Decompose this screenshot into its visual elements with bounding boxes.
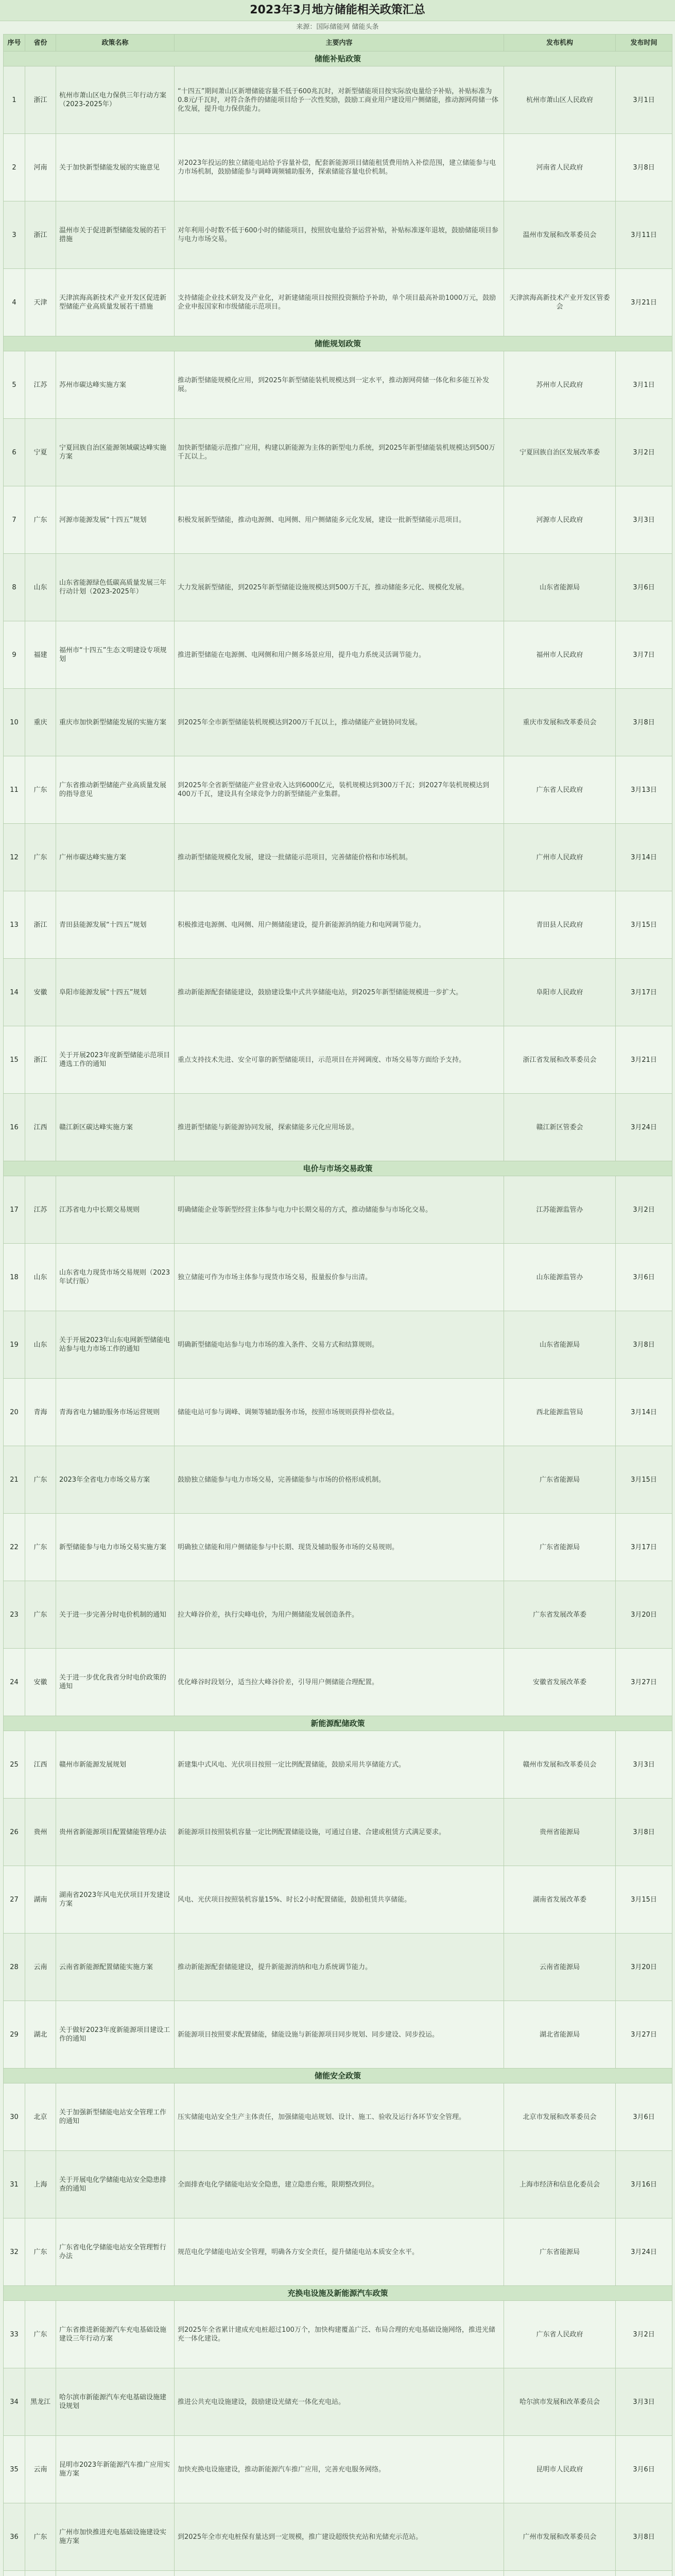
table-row (4, 959, 672, 1026)
cell-number: 3 (4, 201, 25, 269)
cell-policy-name: 关于开展2023年度新型储能示范项目遴选工作的通知 (56, 1026, 175, 1094)
table-row (4, 1176, 672, 1244)
cell-province: 重庆 (25, 689, 56, 756)
cell-date: 3月20日 (616, 1934, 672, 2001)
cell-policy-name: 关于做好2023年度新能源项目建设工作的通知 (56, 2001, 175, 2069)
cell-policy-name: 新型储能参与电力市场交易实施方案 (56, 1514, 175, 1581)
table-row (4, 756, 672, 824)
cell-date: 3月11日 (616, 201, 672, 269)
cell-issuer: 西北能源监管局 (504, 1379, 616, 1446)
table-row (4, 351, 672, 419)
cell-content: 明确独立储能和用户侧储能参与中长期、现货及辅助服务市场的交易规则。 (175, 1514, 504, 1581)
cell-province: 浙江 (25, 201, 56, 269)
cell-province: 广东 (25, 1446, 56, 1514)
cell-content: 对2023年投运的独立储能电站给予容量补偿，配套新能源项目储能租赁费用纳入补偿范围，建立储能参与电力市场机制，鼓励储能参与调峰调频辅助服务，探索储能容量电价机制。 (175, 134, 504, 201)
cell-date: 3月6日 (616, 2083, 672, 2151)
cell-policy-name: 广州市碳达峰实施方案 (56, 824, 175, 891)
cell-policy-name: 赣州市新能源发展规划 (56, 1731, 175, 1799)
cell-issuer: 广东省发展改革委 (504, 1581, 616, 1649)
cell-number: 2 (4, 134, 25, 201)
cell-issuer: 北京市发展和改革委员会 (504, 2083, 616, 2151)
cell-issuer: 赣江新区管委会 (504, 1094, 616, 1161)
cell-number: 26 (4, 1799, 25, 1866)
table-row (4, 1514, 672, 1581)
cell-issuer: 温州市发展和改革委员会 (504, 201, 616, 269)
cell-issuer: 安徽省发展改革委 (504, 1649, 616, 1716)
cell-content: 鼓励独立储能参与电力市场交易，完善储能参与市场的价格形成机制。 (175, 1446, 504, 1514)
cell-number: 12 (4, 824, 25, 891)
cell-number: 1 (4, 66, 25, 134)
cell-content: 到2025年全省新型储能产业营业收入达到6000亿元，装机规模达到300万千瓦；到2027年装机规模达到400万千瓦，建设具有全球竞争力的新型储能产业集群。 (175, 756, 504, 824)
cell-content: 加快新型储能示范推广应用，构建以新能源为主体的新型电力系统，到2025年新型储能装机规模达到500万千瓦以上。 (175, 419, 504, 486)
cell-date: 3月13日 (616, 756, 672, 824)
cell-issuer: 苏州市人民政府 (504, 351, 616, 419)
cell-content: 积极发展新型储能，推动电源侧、电网侧、用户侧储能多元化发展，建设一批新型储能示范项目。 (175, 486, 504, 554)
cell-content: 风电、光伏项目按照装机容量15%、时长2小时配置储能，鼓励租赁共享储能。 (175, 1866, 504, 1934)
cell-policy-name: 昆明市2023年新能源汽车推广应用实施方案 (56, 2436, 175, 2503)
section-title: 电价与市场交易政策 (4, 1161, 672, 1176)
cell-policy-name: 关于开展2023年山东电网新型储能电站参与电力市场工作的通知 (56, 1311, 175, 1379)
cell-content: 独立储能可作为市场主体参与现货市场交易，报量报价参与出清。 (175, 1244, 504, 1311)
cell-policy-name: 广东省电化学储能电站安全管理暂行办法 (56, 2218, 175, 2286)
table-row (4, 419, 672, 486)
cell-content: 储能电站可参与调峰、调频等辅助服务市场，按照市场规则获得补偿收益。 (175, 1379, 504, 1446)
cell-policy-name: 山东省电力现货市场交易规则（2023年试行版） (56, 1244, 175, 1311)
cell-content: 支持储能企业技术研发及产业化，对新建储能项目按照投资额给予补助，单个项目最高补助1000万元，鼓励企业申报国家和市级储能示范项目。 (175, 269, 504, 336)
cell-number: 22 (4, 1514, 25, 1581)
cell-policy-name: 广州市加快推进充电基础设施建设实施方案 (56, 2503, 175, 2571)
cell-province: 山东 (25, 1244, 56, 1311)
cell-number: 31 (4, 2151, 25, 2218)
cell-policy-name: 江苏省电力中长期交易规则 (56, 1176, 175, 1244)
cell-date: 3月17日 (616, 959, 672, 1026)
cell-date: 3月3日 (616, 486, 672, 554)
table-row (4, 1379, 672, 1446)
cell-policy-name: 关于进一步完善分时电价机制的通知 (56, 1581, 175, 1649)
cell-content: 积极推进电源侧、电网侧、用户侧储能建设，提升新能源消纳能力和电网调节能力。 (175, 891, 504, 959)
cell-content: 推进新型储能与新能源协同发展，探索储能多元化应用场景。 (175, 1094, 504, 1161)
cell-issuer: 浙江省发展和改革委员会 (504, 1026, 616, 1094)
cell-date: 3月8日 (616, 1311, 672, 1379)
cell-policy-name: 哈尔滨市新能源汽车充电基础设施建设规划 (56, 2368, 175, 2436)
section-header-row (4, 336, 672, 351)
cell-date: 3月24日 (616, 1094, 672, 1161)
cell-date: 3月8日 (616, 1799, 672, 1866)
cell-date: 3月2日 (616, 419, 672, 486)
cell-issuer: 广州市人民政府 (504, 824, 616, 891)
cell-province: 福建 (25, 621, 56, 689)
cell-province: 黑龙江 (25, 2368, 56, 2436)
cell-number: 24 (4, 1649, 25, 1716)
table-row (4, 2571, 672, 2576)
table-row (4, 1934, 672, 2001)
cell-policy-name: 青海省电力辅助服务市场运营规则 (56, 1379, 175, 1446)
cell-issuer: 福州市人民政府 (504, 621, 616, 689)
cell-policy-name: 宁夏回族自治区能源领域碳达峰实施方案 (56, 419, 175, 486)
cell-issuer: 广州市发展和改革委员会 (504, 2503, 616, 2571)
section-header-row (4, 1161, 672, 1176)
cell-content: 新建集中式风电、光伏项目按照一定比例配置储能，鼓励采用共享储能方式。 (175, 1731, 504, 1799)
cell-date: 3月8日 (616, 2503, 672, 2571)
section-header-row (4, 2069, 672, 2083)
cell-number: 27 (4, 1866, 25, 1934)
table-header-row (4, 35, 672, 52)
cell-province: 广东 (25, 2503, 56, 2571)
table-row (4, 621, 672, 689)
cell-content: 推进新型储能在电源侧、电网侧和用户侧多场景应用，提升电力系统灵活调节能力。 (175, 621, 504, 689)
cell-policy-name: 广东省推进新能源汽车充电基础设施建设三年行动方案 (56, 2301, 175, 2368)
cell-number: 18 (4, 1244, 25, 1311)
table-row (4, 134, 672, 201)
cell-number (4, 2571, 25, 2576)
cell-number: 33 (4, 2301, 25, 2368)
cell-issuer: 河南省人民政府 (504, 134, 616, 201)
cell-province: 天津 (25, 269, 56, 336)
cell-content: 重点支持技术先进、安全可靠的新型储能项目，示范项目在并网调度、市场交易等方面给予支持。 (175, 1026, 504, 1094)
cell-number: 7 (4, 486, 25, 554)
table-row (4, 1581, 672, 1649)
cell-content (175, 2571, 504, 2576)
cell-issuer: 湖南省发展改革委 (504, 1866, 616, 1934)
cell-policy-name: 福州市“十四五”生态文明建设专项规划 (56, 621, 175, 689)
cell-policy-name (56, 2571, 175, 2576)
cell-date: 3月2日 (616, 2301, 672, 2368)
cell-number: 35 (4, 2436, 25, 2503)
cell-number: 30 (4, 2083, 25, 2151)
table-row (4, 2151, 672, 2218)
table-row (4, 2083, 672, 2151)
cell-policy-name: 赣江新区碳达峰实施方案 (56, 1094, 175, 1161)
table-row (4, 1446, 672, 1514)
cell-province (25, 2571, 56, 2576)
source-line: 来源：国际储能网 储能头条 (0, 21, 675, 33)
table-row (4, 2301, 672, 2368)
section-header-row (4, 2286, 672, 2301)
cell-content: “十四五”期间萧山区新增储能容量不低于600兆瓦时，对新型储能项目按实际放电量给予补贴，补贴标准为0.8元/千瓦时，对符合条件的储能项目给予一次性奖励，鼓励工商业用户建设用户侧储能，推动源网荷储一体化发展，提升电力保供能力。 (175, 66, 504, 134)
table-row (4, 1311, 672, 1379)
cell-province: 浙江 (25, 891, 56, 959)
cell-date: 3月15日 (616, 1866, 672, 1934)
cell-number: 15 (4, 1026, 25, 1094)
cell-issuer: 贵州省能源局 (504, 1799, 616, 1866)
cell-issuer: 杭州市萧山区人民政府 (504, 66, 616, 134)
cell-issuer: 江苏能源监管办 (504, 1176, 616, 1244)
table-row (4, 1731, 672, 1799)
cell-policy-name: 重庆市加快新型储能发展的实施方案 (56, 689, 175, 756)
cell-policy-name: 苏州市碳达峰实施方案 (56, 351, 175, 419)
cell-content: 推动新型储能规模化应用，到2025年新型储能装机规模达到一定水平，推动源网荷储一体化和多能互补发展。 (175, 351, 504, 419)
cell-date: 3月1日 (616, 351, 672, 419)
cell-date: 3月3日 (616, 1731, 672, 1799)
cell-policy-name: 关于进一步优化我省分时电价政策的通知 (56, 1649, 175, 1716)
table-row (4, 486, 672, 554)
cell-content: 拉大峰谷价差，执行尖峰电价，为用户侧储能发展创造条件。 (175, 1581, 504, 1649)
table-row (4, 2218, 672, 2286)
cell-policy-name: 阜阳市能源发展“十四五”规划 (56, 959, 175, 1026)
cell-number: 17 (4, 1176, 25, 1244)
cell-content: 到2025年全市充电桩保有量达到一定规模，推广建设超级快充站和光储充示范站。 (175, 2503, 504, 2571)
cell-issuer: 山东省能源局 (504, 1311, 616, 1379)
cell-date: 3月6日 (616, 2436, 672, 2503)
cell-province: 广东 (25, 1581, 56, 1649)
table-row (4, 1649, 672, 1716)
cell-content: 明确新型储能电站参与电力市场的准入条件、交易方式和结算规则。 (175, 1311, 504, 1379)
cell-province: 广东 (25, 2301, 56, 2368)
cell-date: 3月8日 (616, 689, 672, 756)
section-title: 储能补贴政策 (4, 52, 672, 66)
cell-province: 江西 (25, 1731, 56, 1799)
cell-date: 3月2日 (616, 1176, 672, 1244)
cell-content: 到2025年全市新型储能装机规模达到200万千瓦以上，推动储能产业链协同发展。 (175, 689, 504, 756)
cell-issuer: 广东省人民政府 (504, 756, 616, 824)
cell-province: 安徽 (25, 1649, 56, 1716)
cell-province: 广东 (25, 486, 56, 554)
cell-content: 对年利用小时数不低于600小时的储能项目，按照放电量给予运营补贴，补贴标准逐年退坡，鼓励储能项目参与电力市场交易。 (175, 201, 504, 269)
cell-province: 山东 (25, 554, 56, 621)
table-row (4, 269, 672, 336)
cell-number: 11 (4, 756, 25, 824)
cell-province: 云南 (25, 2436, 56, 2503)
table-row (4, 201, 672, 269)
section-header-row (4, 52, 672, 66)
cell-number: 9 (4, 621, 25, 689)
cell-number: 10 (4, 689, 25, 756)
cell-issuer: 广东省能源局 (504, 1514, 616, 1581)
section-title: 充换电设施及新能源汽车政策 (4, 2286, 672, 2301)
cell-policy-name: 杭州市萧山区电力保供三年行动方案（2023-2025年） (56, 66, 175, 134)
cell-province: 广东 (25, 824, 56, 891)
cell-issuer: 昆明市人民政府 (504, 2436, 616, 2503)
col-header-issuer: 发布机构 (504, 35, 616, 52)
cell-province: 湖北 (25, 2001, 56, 2069)
col-header-province: 省份 (25, 35, 56, 52)
cell-issuer: 广东省能源局 (504, 2218, 616, 2286)
cell-date: 3月16日 (616, 2151, 672, 2218)
cell-province: 云南 (25, 1934, 56, 2001)
cell-date (616, 2571, 672, 2576)
cell-content: 推动新能源配套储能建设，提升新能源消纳和电力系统调节能力。 (175, 1934, 504, 2001)
cell-issuer: 山东省能源局 (504, 554, 616, 621)
cell-number: 36 (4, 2503, 25, 2571)
col-header-content: 主要内容 (175, 35, 504, 52)
table-row (4, 824, 672, 891)
cell-content: 压实储能电站安全生产主体责任，加强储能电站规划、设计、施工、验收及运行各环节安全管理。 (175, 2083, 504, 2151)
table-row (4, 2503, 672, 2571)
col-header-no: 序号 (4, 35, 25, 52)
cell-issuer: 阜阳市人民政府 (504, 959, 616, 1026)
cell-province: 河南 (25, 134, 56, 201)
cell-content: 推动新型储能规模化发展，建设一批储能示范项目，完善储能价格和市场机制。 (175, 824, 504, 891)
cell-date: 3月15日 (616, 891, 672, 959)
cell-province: 贵州 (25, 1799, 56, 1866)
cell-content: 规范电化学储能电站安全管理，明确各方安全责任，提升储能电站本质安全水平。 (175, 2218, 504, 2286)
cell-issuer: 哈尔滨市发展和改革委员会 (504, 2368, 616, 2436)
cell-province: 浙江 (25, 1026, 56, 1094)
cell-date: 3月21日 (616, 1026, 672, 1094)
cell-content: 明确储能企业等新型经营主体参与电力中长期交易的方式，推动储能参与市场化交易。 (175, 1176, 504, 1244)
cell-policy-name: 青田县能源发展“十四五”规划 (56, 891, 175, 959)
cell-issuer: 上海市经济和信息化委员会 (504, 2151, 616, 2218)
cell-policy-name: 天津滨海高新技术产业开发区促进新型储能产业高质量发展若干措施 (56, 269, 175, 336)
cell-province: 山东 (25, 1311, 56, 1379)
cell-policy-name: 河源市能源发展“十四五”规划 (56, 486, 175, 554)
cell-date: 3月17日 (616, 1514, 672, 1581)
cell-number: 6 (4, 419, 25, 486)
table-row (4, 1244, 672, 1311)
cell-date: 3月27日 (616, 1649, 672, 1716)
cell-issuer: 广东省人民政府 (504, 2301, 616, 2368)
cell-content: 大力发展新型储能，到2025年新型储能设施规模达到500万千瓦，推动储能多元化、规模化发展。 (175, 554, 504, 621)
cell-date: 3月6日 (616, 1244, 672, 1311)
section-title: 储能安全政策 (4, 2069, 672, 2083)
cell-issuer: 宁夏回族自治区发展改革委 (504, 419, 616, 486)
cell-province: 浙江 (25, 66, 56, 134)
cell-province: 宁夏 (25, 419, 56, 486)
cell-number: 32 (4, 2218, 25, 2286)
cell-province: 上海 (25, 2151, 56, 2218)
cell-content: 新能源项目按照要求配置储能，储能设施与新能源项目同步规划、同步建设、同步投运。 (175, 2001, 504, 2069)
cell-issuer: 赣州市发展和改革委员会 (504, 1731, 616, 1799)
cell-date: 3月14日 (616, 1379, 672, 1446)
table-row (4, 2001, 672, 2069)
cell-date: 3月27日 (616, 2001, 672, 2069)
cell-issuer: 山东能源监管办 (504, 1244, 616, 1311)
cell-number: 28 (4, 1934, 25, 2001)
section-title: 新能源配储政策 (4, 1716, 672, 1731)
cell-policy-name: 2023年全省电力市场交易方案 (56, 1446, 175, 1514)
cell-issuer: 天津滨海高新技术产业开发区管委会 (504, 269, 616, 336)
cell-issuer: 青田县人民政府 (504, 891, 616, 959)
cell-number: 4 (4, 269, 25, 336)
page-title: 2023年3月地方储能相关政策汇总 (0, 0, 675, 21)
table-row (4, 689, 672, 756)
cell-province: 广东 (25, 2218, 56, 2286)
table-row (4, 1094, 672, 1161)
table-row (4, 891, 672, 959)
cell-province: 广东 (25, 756, 56, 824)
cell-province: 安徽 (25, 959, 56, 1026)
cell-policy-name: 关于加快新型储能发展的实施意见 (56, 134, 175, 201)
cell-content: 到2025年全省累计建成充电桩超过100万个，加快构建覆盖广泛、布局合理的充电基础设施网络，推进光储充一体化建设。 (175, 2301, 504, 2368)
cell-number: 21 (4, 1446, 25, 1514)
cell-issuer (504, 2571, 616, 2576)
cell-policy-name: 贵州省新能源项目配置储能管理办法 (56, 1799, 175, 1866)
cell-number: 16 (4, 1094, 25, 1161)
cell-date: 3月3日 (616, 2368, 672, 2436)
cell-province: 湖南 (25, 1866, 56, 1934)
cell-policy-name: 云南省新能源配置储能实施方案 (56, 1934, 175, 2001)
col-header-name: 政策名称 (56, 35, 175, 52)
cell-date: 3月20日 (616, 1581, 672, 1649)
cell-date: 3月7日 (616, 621, 672, 689)
cell-date: 3月14日 (616, 824, 672, 891)
cell-date: 3月24日 (616, 2218, 672, 2286)
cell-number: 23 (4, 1581, 25, 1649)
cell-content: 推动新能源配套储能建设，鼓励建设集中式共享储能电站，到2025年新型储能规模进一步扩大。 (175, 959, 504, 1026)
cell-province: 青海 (25, 1379, 56, 1446)
cell-number: 5 (4, 351, 25, 419)
cell-number: 20 (4, 1379, 25, 1446)
cell-date: 3月1日 (616, 66, 672, 134)
cell-policy-name: 关于开展电化学储能电站安全隐患排查的通知 (56, 2151, 175, 2218)
cell-issuer: 重庆市发展和改革委员会 (504, 689, 616, 756)
cell-issuer: 云南省能源局 (504, 1934, 616, 2001)
cell-province: 江苏 (25, 1176, 56, 1244)
cell-policy-name: 山东省能源绿色低碳高质量发展三年行动计划（2023-2025年） (56, 554, 175, 621)
cell-issuer: 河源市人民政府 (504, 486, 616, 554)
col-header-date: 发布时间 (616, 35, 672, 52)
cell-policy-name: 关于加强新型储能电站安全管理工作的通知 (56, 2083, 175, 2151)
cell-date: 3月21日 (616, 269, 672, 336)
cell-content: 优化峰谷时段划分，适当拉大峰谷价差，引导用户侧储能合理配置。 (175, 1649, 504, 1716)
cell-province: 广东 (25, 1514, 56, 1581)
section-header-row (4, 1716, 672, 1731)
table-row (4, 554, 672, 621)
cell-number: 29 (4, 2001, 25, 2069)
cell-content: 加快充换电设施建设，推动新能源汽车推广应用，完善充电服务网络。 (175, 2436, 504, 2503)
cell-content: 推进公共充电设施建设，鼓励建设光储充一体化充电站。 (175, 2368, 504, 2436)
cell-number: 14 (4, 959, 25, 1026)
table-row (4, 1799, 672, 1866)
cell-issuer: 湖北省能源局 (504, 2001, 616, 2069)
policy-table (3, 34, 672, 2576)
cell-date: 3月6日 (616, 554, 672, 621)
cell-policy-name: 广东省推动新型储能产业高质量发展的指导意见 (56, 756, 175, 824)
cell-province: 江苏 (25, 351, 56, 419)
cell-issuer: 广东省能源局 (504, 1446, 616, 1514)
table-row (4, 2368, 672, 2436)
cell-content: 全面排查电化学储能电站安全隐患，建立隐患台账，限期整改到位。 (175, 2151, 504, 2218)
table-row (4, 1026, 672, 1094)
table-row (4, 2436, 672, 2503)
cell-number: 25 (4, 1731, 25, 1799)
cell-province: 北京 (25, 2083, 56, 2151)
table-body (4, 52, 672, 2576)
cell-province: 江西 (25, 1094, 56, 1161)
cell-number: 34 (4, 2368, 25, 2436)
cell-number: 13 (4, 891, 25, 959)
cell-date: 3月15日 (616, 1446, 672, 1514)
cell-number: 19 (4, 1311, 25, 1379)
cell-number: 8 (4, 554, 25, 621)
table-row (4, 1866, 672, 1934)
cell-policy-name: 湖南省2023年风电光伏项目开发建设方案 (56, 1866, 175, 1934)
cell-date: 3月8日 (616, 134, 672, 201)
cell-policy-name: 温州市关于促进新型储能发展的若干措施 (56, 201, 175, 269)
cell-content: 新能源项目按照装机容量一定比例配置储能设施，可通过自建、合建或租赁方式满足要求。 (175, 1799, 504, 1866)
section-title: 储能规划政策 (4, 336, 672, 351)
table-row (4, 66, 672, 134)
